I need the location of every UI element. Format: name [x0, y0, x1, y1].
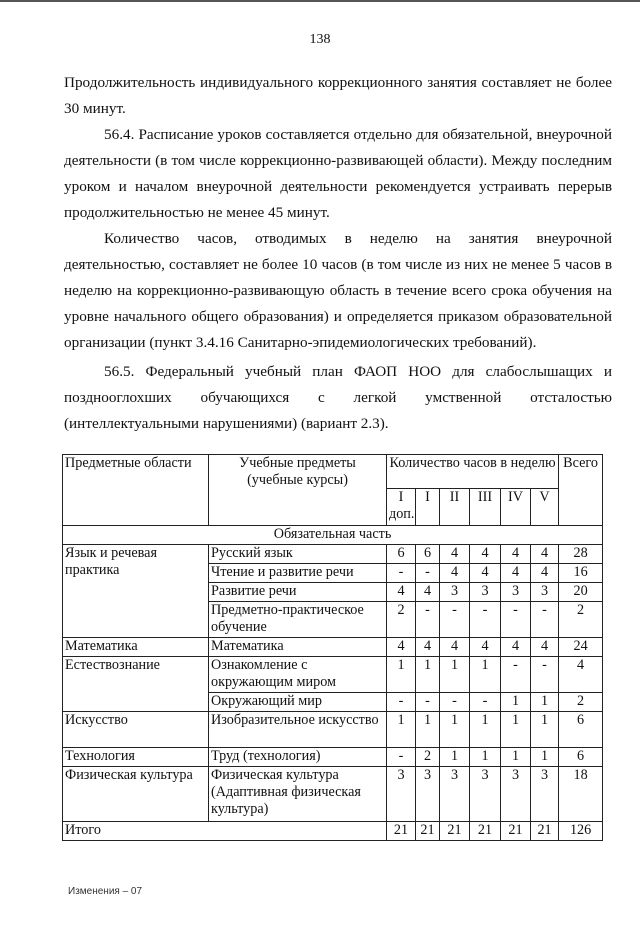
- hours-cell: -: [470, 602, 501, 638]
- hours-cell: 2: [387, 602, 416, 638]
- hours-cell: 4: [470, 638, 501, 657]
- row-total-cell: 6: [559, 712, 603, 748]
- hours-cell: -: [440, 602, 470, 638]
- paragraph-duration: Продолжительность индивидуального коррекционного занятия составляет не более 30 минут.: [64, 74, 612, 117]
- row-total-cell: 28: [559, 545, 603, 564]
- hours-cell: 1: [387, 657, 416, 693]
- header-subjects: Учебные предметы (учебные курсы): [209, 455, 387, 526]
- row-total-cell: 24: [559, 638, 603, 657]
- grade-header: III: [470, 489, 501, 526]
- hours-cell: 4: [416, 638, 440, 657]
- hours-cell: 4: [440, 638, 470, 657]
- hours-cell: 4: [387, 583, 416, 602]
- subject-area-cell: Искусство: [63, 712, 209, 748]
- subject-cell: Ознакомление с окружающим миром: [209, 657, 387, 693]
- hours-cell: 3: [470, 583, 501, 602]
- hours-cell: 1: [501, 712, 531, 748]
- hours-cell: 1: [470, 748, 501, 767]
- subject-cell: Математика: [209, 638, 387, 657]
- subject-cell: Труд (технология): [209, 748, 387, 767]
- hours-cell: 1: [531, 748, 559, 767]
- hours-cell: -: [501, 602, 531, 638]
- hours-cell: 3: [470, 767, 501, 822]
- footer-revision: Изменения – 07: [68, 886, 143, 897]
- hours-cell: 3: [531, 583, 559, 602]
- header-subject-areas: Предметные области: [63, 455, 209, 526]
- total-hours-cell: 21: [440, 822, 470, 841]
- table-row: [63, 545, 603, 564]
- total-hours-cell: 21: [387, 822, 416, 841]
- row-total-cell: 2: [559, 602, 603, 638]
- subject-area-cell: Технология: [63, 748, 209, 767]
- hours-cell: -: [416, 564, 440, 583]
- hours-cell: 1: [416, 657, 440, 693]
- hours-cell: 2: [416, 748, 440, 767]
- section-mandatory-part: Обязательная часть: [63, 526, 603, 545]
- total-row: [63, 822, 603, 841]
- table-row: [63, 767, 603, 822]
- total-hours-cell: 21: [416, 822, 440, 841]
- grand-total-cell: 126: [559, 822, 603, 841]
- subject-cell: Изобразительное искусство: [209, 712, 387, 748]
- hours-cell: 6: [416, 545, 440, 564]
- row-total-cell: 4: [559, 657, 603, 693]
- hours-cell: 1: [440, 657, 470, 693]
- header-total: Всего: [559, 455, 603, 526]
- hours-cell: 3: [501, 583, 531, 602]
- top-border-line: [0, 0, 640, 2]
- subject-cell: Русский язык: [209, 545, 387, 564]
- hours-cell: 1: [440, 712, 470, 748]
- header-weekly-hours: Количество часов в неделю: [387, 455, 559, 489]
- hours-cell: -: [531, 602, 559, 638]
- hours-cell: 4: [416, 583, 440, 602]
- hours-cell: 1: [470, 657, 501, 693]
- hours-cell: 1: [531, 712, 559, 748]
- grade-header: IV: [501, 489, 531, 526]
- row-total-cell: 2: [559, 693, 603, 712]
- hours-cell: -: [440, 693, 470, 712]
- hours-cell: 1: [387, 712, 416, 748]
- row-total-cell: 6: [559, 748, 603, 767]
- hours-cell: 1: [470, 712, 501, 748]
- table-row: [63, 748, 603, 767]
- row-total-cell: 16: [559, 564, 603, 583]
- paragraph-56-5-end: (интеллектуальными нарушениями) (вариант 2.3).: [64, 415, 389, 432]
- hours-cell: 3: [416, 767, 440, 822]
- hours-cell: 1: [416, 712, 440, 748]
- hours-cell: 1: [531, 693, 559, 712]
- hours-cell: -: [387, 564, 416, 583]
- hours-cell: -: [387, 748, 416, 767]
- hours-cell: 3: [531, 767, 559, 822]
- page-number: 138: [309, 32, 331, 47]
- total-label: Итого: [63, 822, 387, 841]
- hours-cell: -: [501, 657, 531, 693]
- hours-cell: 4: [531, 545, 559, 564]
- grade-header: I: [416, 489, 440, 526]
- hours-cell: 4: [531, 564, 559, 583]
- hours-cell: 4: [501, 545, 531, 564]
- hours-cell: 6: [387, 545, 416, 564]
- hours-cell: -: [531, 657, 559, 693]
- hours-cell: -: [416, 602, 440, 638]
- hours-cell: 4: [470, 545, 501, 564]
- hours-cell: 4: [501, 564, 531, 583]
- subject-cell: Окружающий мир: [209, 693, 387, 712]
- hours-cell: -: [387, 693, 416, 712]
- hours-cell: -: [470, 693, 501, 712]
- hours-cell: 3: [440, 583, 470, 602]
- hours-cell: 1: [501, 693, 531, 712]
- table-row: [63, 657, 603, 693]
- paragraph-56-4: 56.4. Расписание уроков составляется отдельно для обязательной, внеурочной деятельности (в том числе коррекционно-развивающей области). Между последним уроком и началом внеурочной деятельности рекомендуется устраивать перерыв продолжительностью не менее 45 минут.: [64, 126, 612, 221]
- total-hours-cell: 21: [531, 822, 559, 841]
- paragraph-56-5: 56.5. Федеральный учебный план ФАОП НОО для слабослышащих и позднооглохших обучающихся с легкой умственной отсталостью: [64, 363, 612, 406]
- curriculum-table: [62, 454, 603, 841]
- grade-header: I доп.: [387, 489, 416, 526]
- grade-header: V: [531, 489, 559, 526]
- hours-cell: 4: [470, 564, 501, 583]
- subject-cell: Чтение и развитие речи: [209, 564, 387, 583]
- total-hours-cell: 21: [501, 822, 531, 841]
- hours-cell: 3: [440, 767, 470, 822]
- hours-cell: 3: [501, 767, 531, 822]
- subject-area-cell: Физическая культура: [63, 767, 209, 822]
- subject-area-cell: Математика: [63, 638, 209, 657]
- hours-cell: 4: [440, 545, 470, 564]
- hours-cell: 4: [440, 564, 470, 583]
- hours-cell: 3: [387, 767, 416, 822]
- subject-cell: Физическая культура (Адаптивная физическая культура): [209, 767, 387, 822]
- hours-cell: 4: [387, 638, 416, 657]
- hours-cell: -: [416, 693, 440, 712]
- hours-cell: 4: [501, 638, 531, 657]
- row-total-cell: 20: [559, 583, 603, 602]
- table-row: [63, 638, 603, 657]
- subject-cell: Развитие речи: [209, 583, 387, 602]
- paragraph-extracurricular-hours: Количество часов, отводимых в неделю на занятия внеурочной деятельностью, составляет не более 10 часов (в том числе из них не менее 5 часов в неделю на коррекционно-развивающую область в течение всего срока обучения на уровне начального общего образования) и определяется приказом образовательной организации (пункт 3.4.16 Санитарно-эпидемиологических требований).: [64, 230, 612, 351]
- subject-area-cell: Язык и речевая практика: [63, 545, 209, 638]
- total-hours-cell: 21: [470, 822, 501, 841]
- grade-header: II: [440, 489, 470, 526]
- table-row: [63, 712, 603, 748]
- hours-cell: 1: [501, 748, 531, 767]
- row-total-cell: 18: [559, 767, 603, 822]
- subject-area-cell: Естествознание: [63, 657, 209, 712]
- subject-cell: Предметно-практическое обучение: [209, 602, 387, 638]
- hours-cell: 1: [440, 748, 470, 767]
- hours-cell: 4: [531, 638, 559, 657]
